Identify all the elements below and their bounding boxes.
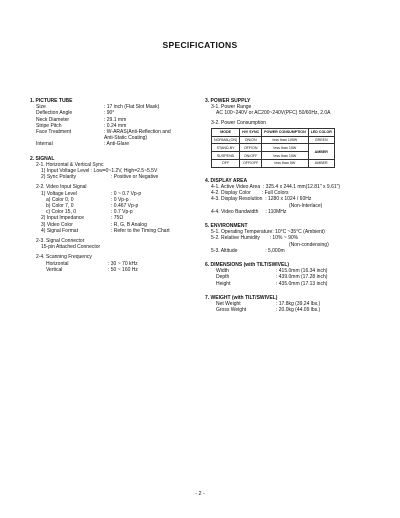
item-label: Gross Weight [216,307,247,314]
table-header: H/V SYNC [240,128,262,136]
item-label: Size [36,104,46,111]
power-heading: 3. POWER SUPPLY [205,98,251,104]
list-item: 4-2. Display Color : Full Colors [211,190,289,197]
item-value: : 17.8kg (39.24 lbs.) [276,300,321,307]
table-cell: NORMAL(ON) [212,136,240,144]
item-label: Height [216,280,231,287]
sync-input-voltage: 1) Input Voltage Level : Low=0~1.2V, High=2.5~5.5V [41,168,158,175]
page-number: - 2 - [195,491,205,497]
list-item: (Non-Interlace) [289,202,323,209]
item-label: 4) Signal Format [41,227,78,234]
table-header: MODE [212,128,240,136]
item-label: Vertical [46,266,63,273]
table-header: POWER CONSUMPTION [262,128,309,136]
item-value: : 435.0mm (17.13 inch) [276,280,328,287]
table-cell: ON/OFF [240,152,262,160]
item-value: : 0 Vp-p [111,196,129,203]
item-label: 2) Input Impedance [41,215,85,222]
weight-heading: 7. WEIGHT (with TILT/SWIVEL) [205,294,278,301]
scan-list [30,261,198,273]
right-column [205,98,377,313]
sync-polarity-value: : Positive or Negative [111,174,159,181]
item-value: : 90° [104,110,115,117]
list-item: (Non-condensing) [289,241,329,248]
item-label: Deflection Angle [36,110,73,117]
left-column [30,98,198,273]
video-input-list [30,191,198,234]
item-value: : 0.467 Vp-p [111,203,139,210]
table-cell: less than 5W [262,159,309,167]
list-item: 4-3. Display Resolution : 1280 x 1024 / 60Hz [211,196,312,203]
list-item: 4-4. Video Bandwidth : 110MHz [211,208,287,215]
power-consumption-heading: 3-2. Power Consumption [211,119,267,126]
item-value: : W-ARAS(Anti-Reflection and [104,129,171,136]
display-area-list [205,184,377,215]
item-label: 3) Video Color [41,221,73,228]
dimensions-list [205,268,377,287]
power-consumption-table [211,128,335,168]
list-item: 5-2. Relative Humidity : 10% ~ 90% [211,235,299,242]
scan-heading: 2-4. Scanning Frequency [36,254,92,261]
item-value: : Anti-Glare [104,141,130,148]
item-label: Neck Diameter [36,116,70,123]
environment-list [205,229,377,254]
table-cell: AMBER [308,144,334,160]
power-range-heading: 3-1. Power Range [211,104,252,111]
item-label: Face Treatment [36,129,72,136]
table-cell: ON/ON [240,136,262,144]
table-cell: less than 15W [262,152,309,160]
item-value: : 75Ω [111,215,124,222]
table-cell: AMBER [308,159,334,167]
item-label: Stripe Pitch [36,122,62,129]
item-label: Internal [36,141,53,148]
item-value: : 415.0mm (16.34 inch) [276,268,328,275]
item-value: : 30 ~ 70 kHz [108,260,138,267]
table-cell: less than 105W [262,136,309,144]
item-label: Width [216,268,229,275]
item-label: b) Color 7, 0 [46,203,74,210]
picture-tube-list [30,104,198,147]
item-label: Depth [216,274,230,281]
table-cell: OFF/ON [240,144,262,152]
list-item: 5-1. Operating Temperature: 10°C ~35°C (Ambient) [211,229,325,236]
table-cell: less than 15W [262,144,309,152]
list-item: 4-1. Active Video Area : 325.4 x 244.1 mm(12.81" x 9.61") [211,183,341,190]
signal-heading: 2. SIGNAL [30,155,55,162]
item-label: Horizontal [46,260,69,267]
table-row [212,144,335,152]
item-value: : 0.7 Vp-p [111,209,133,216]
list-item [30,267,198,273]
table-row [212,159,335,167]
item-value: : 439.0mm (17.28 inch) [276,274,328,281]
item-value: : R, G, B Analog [111,221,147,228]
item-value: : 0 ~ 0.7 Vp-p [111,190,142,197]
sync-polarity-label: 2) Sync Polarity [41,174,77,181]
dimensions-heading: 6. DIMENSIONS (with TILT/SWIVEL) [205,261,290,268]
item-value: Anti-Static Coating) [104,135,148,142]
item-label: 1) Voltage Level [41,190,77,197]
picture-tube-heading: 1. PICTURE TUBE [30,98,73,104]
table-row [212,136,335,144]
list-item: 5-3. Altitude : 5,000m [211,247,285,254]
item-label: c) Color 15, 0 [46,209,77,216]
table-header-row [212,128,335,136]
connector-heading: 2-3. Signal Connector [36,238,85,245]
item-value: : 29.1 mm [104,116,127,123]
environment-heading: 5. ENVIRONMENT [205,222,248,229]
item-value: : 0.24 mm [104,122,127,129]
display-area-heading: 4. DISPLAY AREA [205,177,248,184]
table-cell: STAND-BY [212,144,240,152]
table-cell: OFF/OFF [240,159,262,167]
weight-list [205,301,377,313]
item-value: : 20.0kg (44.09 lbs.) [276,307,321,314]
item-label: Net Weight [216,300,241,307]
video-input-heading: 2-2. Video Input Signal [36,184,87,191]
item-label: a) Color 0, 0 [46,196,74,203]
sync-heading: 2-1. Horizontal & Vertical Sync [36,161,104,168]
table-header: LED COLOR [308,128,334,136]
connector-value: 15-pin Attached Connector [41,244,101,251]
item-value: : 17 inch (Flat Slot Mask) [104,104,160,111]
power-range-value: AC 100~240V or AC200~240V(PFC) 50/60Hz, 2.0A [216,110,331,117]
table-cell: GREEN [308,136,334,144]
list-item [205,307,377,313]
table-cell: OFF [212,159,240,167]
page-title: SPECIFICATIONS [162,40,238,50]
item-value: : Refer to the Timing Chart [111,227,170,234]
item-value: : 50 ~ 160 Hz [108,266,138,273]
table-cell: SUSPEND [212,152,240,160]
